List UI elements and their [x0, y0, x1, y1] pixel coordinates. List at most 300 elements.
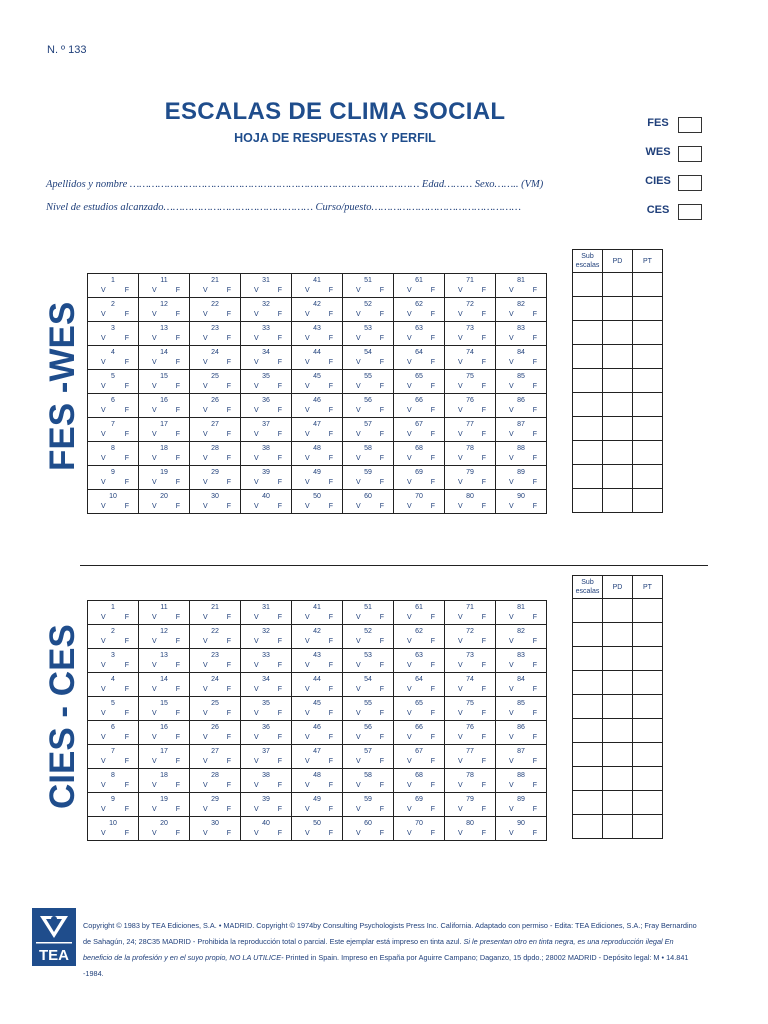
true-option[interactable]: V	[101, 806, 106, 813]
true-option[interactable]: V	[254, 503, 259, 510]
false-option[interactable]: F	[226, 686, 231, 693]
true-option[interactable]: V	[152, 335, 157, 342]
true-option[interactable]: V	[509, 806, 514, 813]
true-option[interactable]: V	[203, 311, 208, 318]
pt-cell[interactable]	[633, 393, 663, 417]
false-option[interactable]: F	[175, 479, 180, 486]
false-option[interactable]: F	[175, 830, 180, 837]
true-option[interactable]: V	[407, 758, 412, 765]
false-option[interactable]: F	[532, 686, 537, 693]
true-option[interactable]: V	[254, 407, 259, 414]
true-option[interactable]: V	[152, 359, 157, 366]
true-option[interactable]: V	[203, 830, 208, 837]
true-option[interactable]: V	[356, 662, 361, 669]
false-option[interactable]: F	[379, 758, 384, 765]
false-option[interactable]: F	[430, 359, 435, 366]
false-option[interactable]: F	[481, 662, 486, 669]
pd-cell[interactable]	[603, 719, 633, 743]
true-option[interactable]: V	[509, 782, 514, 789]
pd-cell[interactable]	[603, 417, 633, 441]
false-option[interactable]: F	[226, 479, 231, 486]
true-option[interactable]: V	[101, 335, 106, 342]
pt-cell[interactable]	[633, 815, 663, 839]
true-option[interactable]: V	[254, 287, 259, 294]
false-option[interactable]: F	[175, 503, 180, 510]
true-option[interactable]: V	[356, 359, 361, 366]
true-option[interactable]: V	[203, 734, 208, 741]
pt-cell[interactable]	[633, 623, 663, 647]
false-option[interactable]: F	[430, 686, 435, 693]
true-option[interactable]: V	[305, 431, 310, 438]
name-age-sex-field[interactable]: Apellidos y nombre ………………………………………………………………………………… Edad……… Sexo…….. (VM)	[46, 179, 544, 190]
false-option[interactable]: F	[430, 614, 435, 621]
pd-cell[interactable]	[603, 671, 633, 695]
subscale-cell[interactable]	[573, 417, 603, 441]
false-option[interactable]: F	[328, 782, 333, 789]
false-option[interactable]: F	[430, 830, 435, 837]
false-option[interactable]: F	[277, 455, 282, 462]
true-option[interactable]: V	[152, 734, 157, 741]
false-option[interactable]: F	[277, 806, 282, 813]
true-option[interactable]: V	[356, 407, 361, 414]
true-option[interactable]: V	[203, 407, 208, 414]
true-option[interactable]: V	[254, 758, 259, 765]
false-option[interactable]: F	[481, 638, 486, 645]
false-option[interactable]: F	[328, 830, 333, 837]
subscale-cell[interactable]	[573, 321, 603, 345]
false-option[interactable]: F	[379, 431, 384, 438]
false-option[interactable]: F	[379, 479, 384, 486]
false-option[interactable]: F	[175, 335, 180, 342]
pd-cell[interactable]	[603, 369, 633, 393]
true-option[interactable]: V	[254, 782, 259, 789]
pt-cell[interactable]	[633, 321, 663, 345]
true-option[interactable]: V	[101, 359, 106, 366]
false-option[interactable]: F	[532, 311, 537, 318]
true-option[interactable]: V	[101, 734, 106, 741]
true-option[interactable]: V	[458, 782, 463, 789]
true-option[interactable]: V	[305, 710, 310, 717]
true-option[interactable]: V	[305, 359, 310, 366]
true-option[interactable]: V	[254, 662, 259, 669]
true-option[interactable]: V	[407, 335, 412, 342]
false-option[interactable]: F	[124, 455, 129, 462]
true-option[interactable]: V	[356, 710, 361, 717]
pt-cell[interactable]	[633, 417, 663, 441]
true-option[interactable]: V	[305, 455, 310, 462]
false-option[interactable]: F	[532, 479, 537, 486]
false-option[interactable]: F	[277, 287, 282, 294]
true-option[interactable]: V	[509, 287, 514, 294]
true-option[interactable]: V	[254, 614, 259, 621]
true-option[interactable]: V	[101, 638, 106, 645]
true-option[interactable]: V	[152, 479, 157, 486]
true-option[interactable]: V	[101, 455, 106, 462]
true-option[interactable]: V	[509, 407, 514, 414]
true-option[interactable]: V	[458, 686, 463, 693]
false-option[interactable]: F	[277, 638, 282, 645]
false-option[interactable]: F	[277, 686, 282, 693]
true-option[interactable]: V	[407, 710, 412, 717]
false-option[interactable]: F	[481, 806, 486, 813]
true-option[interactable]: V	[152, 686, 157, 693]
true-option[interactable]: V	[356, 734, 361, 741]
false-option[interactable]: F	[532, 503, 537, 510]
true-option[interactable]: V	[509, 383, 514, 390]
false-option[interactable]: F	[328, 359, 333, 366]
true-option[interactable]: V	[509, 455, 514, 462]
true-option[interactable]: V	[152, 407, 157, 414]
false-option[interactable]: F	[532, 806, 537, 813]
subscale-cell[interactable]	[573, 599, 603, 623]
true-option[interactable]: V	[152, 662, 157, 669]
true-option[interactable]: V	[407, 479, 412, 486]
true-option[interactable]: V	[254, 806, 259, 813]
false-option[interactable]: F	[175, 734, 180, 741]
false-option[interactable]: F	[277, 311, 282, 318]
false-option[interactable]: F	[379, 335, 384, 342]
false-option[interactable]: F	[175, 455, 180, 462]
false-option[interactable]: F	[226, 830, 231, 837]
false-option[interactable]: F	[481, 734, 486, 741]
true-option[interactable]: V	[101, 662, 106, 669]
false-option[interactable]: F	[328, 311, 333, 318]
false-option[interactable]: F	[379, 407, 384, 414]
false-option[interactable]: F	[124, 407, 129, 414]
true-option[interactable]: V	[305, 830, 310, 837]
true-option[interactable]: V	[152, 758, 157, 765]
true-option[interactable]: V	[458, 806, 463, 813]
true-option[interactable]: V	[305, 686, 310, 693]
false-option[interactable]: F	[124, 662, 129, 669]
false-option[interactable]: F	[328, 383, 333, 390]
true-option[interactable]: V	[305, 479, 310, 486]
false-option[interactable]: F	[328, 614, 333, 621]
false-option[interactable]: F	[277, 710, 282, 717]
true-option[interactable]: V	[305, 662, 310, 669]
pd-cell[interactable]	[603, 465, 633, 489]
false-option[interactable]: F	[430, 335, 435, 342]
false-option[interactable]: F	[124, 383, 129, 390]
false-option[interactable]: F	[124, 782, 129, 789]
true-option[interactable]: V	[305, 638, 310, 645]
true-option[interactable]: V	[203, 287, 208, 294]
false-option[interactable]: F	[532, 431, 537, 438]
true-option[interactable]: V	[356, 287, 361, 294]
false-option[interactable]: F	[430, 503, 435, 510]
false-option[interactable]: F	[226, 614, 231, 621]
true-option[interactable]: V	[509, 710, 514, 717]
false-option[interactable]: F	[175, 710, 180, 717]
true-option[interactable]: V	[407, 431, 412, 438]
true-option[interactable]: V	[356, 758, 361, 765]
true-option[interactable]: V	[203, 383, 208, 390]
pt-cell[interactable]	[633, 441, 663, 465]
true-option[interactable]: V	[203, 806, 208, 813]
true-option[interactable]: V	[407, 455, 412, 462]
false-option[interactable]: F	[481, 830, 486, 837]
true-option[interactable]: V	[407, 383, 412, 390]
true-option[interactable]: V	[254, 455, 259, 462]
false-option[interactable]: F	[430, 431, 435, 438]
subscale-cell[interactable]	[573, 465, 603, 489]
false-option[interactable]: F	[328, 662, 333, 669]
true-option[interactable]: V	[203, 614, 208, 621]
false-option[interactable]: F	[175, 758, 180, 765]
pt-cell[interactable]	[633, 297, 663, 321]
true-option[interactable]: V	[356, 383, 361, 390]
true-option[interactable]: V	[407, 614, 412, 621]
pd-cell[interactable]	[603, 647, 633, 671]
true-option[interactable]: V	[509, 686, 514, 693]
false-option[interactable]: F	[328, 407, 333, 414]
true-option[interactable]: V	[254, 830, 259, 837]
studies-course-field[interactable]: Nivel de estudios alcanzado………………………………………… Curso/puesto…………………………………………	[46, 202, 521, 213]
false-option[interactable]: F	[175, 383, 180, 390]
true-option[interactable]: V	[356, 638, 361, 645]
true-option[interactable]: V	[305, 335, 310, 342]
true-option[interactable]: V	[458, 662, 463, 669]
false-option[interactable]: F	[277, 335, 282, 342]
true-option[interactable]: V	[305, 311, 310, 318]
true-option[interactable]: V	[254, 638, 259, 645]
false-option[interactable]: F	[430, 383, 435, 390]
true-option[interactable]: V	[101, 311, 106, 318]
false-option[interactable]: F	[277, 758, 282, 765]
true-option[interactable]: V	[407, 782, 412, 789]
true-option[interactable]: V	[203, 638, 208, 645]
true-option[interactable]: V	[407, 686, 412, 693]
false-option[interactable]: F	[379, 734, 384, 741]
false-option[interactable]: F	[379, 662, 384, 669]
true-option[interactable]: V	[305, 383, 310, 390]
true-option[interactable]: V	[356, 686, 361, 693]
false-option[interactable]: F	[226, 503, 231, 510]
false-option[interactable]: F	[277, 359, 282, 366]
true-option[interactable]: V	[101, 479, 106, 486]
false-option[interactable]: F	[328, 686, 333, 693]
scale-checkbox-ces[interactable]	[678, 204, 702, 220]
true-option[interactable]: V	[458, 479, 463, 486]
false-option[interactable]: F	[481, 503, 486, 510]
true-option[interactable]: V	[458, 614, 463, 621]
false-option[interactable]: F	[379, 614, 384, 621]
true-option[interactable]: V	[407, 311, 412, 318]
false-option[interactable]: F	[175, 638, 180, 645]
false-option[interactable]: F	[379, 830, 384, 837]
false-option[interactable]: F	[430, 710, 435, 717]
true-option[interactable]: V	[356, 782, 361, 789]
false-option[interactable]: F	[430, 782, 435, 789]
true-option[interactable]: V	[152, 383, 157, 390]
true-option[interactable]: V	[101, 710, 106, 717]
false-option[interactable]: F	[124, 710, 129, 717]
pd-cell[interactable]	[603, 273, 633, 297]
false-option[interactable]: F	[175, 806, 180, 813]
false-option[interactable]: F	[532, 710, 537, 717]
false-option[interactable]: F	[328, 806, 333, 813]
scale-checkbox-cies[interactable]	[678, 175, 702, 191]
false-option[interactable]: F	[481, 407, 486, 414]
false-option[interactable]: F	[532, 407, 537, 414]
false-option[interactable]: F	[328, 758, 333, 765]
false-option[interactable]: F	[379, 782, 384, 789]
true-option[interactable]: V	[407, 407, 412, 414]
subscale-cell[interactable]	[573, 767, 603, 791]
true-option[interactable]: V	[254, 710, 259, 717]
true-option[interactable]: V	[152, 455, 157, 462]
true-option[interactable]: V	[101, 431, 106, 438]
true-option[interactable]: V	[407, 734, 412, 741]
false-option[interactable]: F	[277, 614, 282, 621]
true-option[interactable]: V	[509, 758, 514, 765]
false-option[interactable]: F	[175, 662, 180, 669]
false-option[interactable]: F	[328, 503, 333, 510]
false-option[interactable]: F	[277, 830, 282, 837]
false-option[interactable]: F	[328, 479, 333, 486]
pt-cell[interactable]	[633, 369, 663, 393]
pt-cell[interactable]	[633, 671, 663, 695]
true-option[interactable]: V	[356, 830, 361, 837]
false-option[interactable]: F	[481, 782, 486, 789]
false-option[interactable]: F	[226, 335, 231, 342]
subscale-cell[interactable]	[573, 345, 603, 369]
false-option[interactable]: F	[379, 359, 384, 366]
true-option[interactable]: V	[407, 359, 412, 366]
true-option[interactable]: V	[101, 614, 106, 621]
false-option[interactable]: F	[124, 686, 129, 693]
false-option[interactable]: F	[277, 431, 282, 438]
pt-cell[interactable]	[633, 465, 663, 489]
true-option[interactable]: V	[305, 758, 310, 765]
true-option[interactable]: V	[305, 806, 310, 813]
true-option[interactable]: V	[101, 287, 106, 294]
true-option[interactable]: V	[101, 383, 106, 390]
true-option[interactable]: V	[203, 335, 208, 342]
false-option[interactable]: F	[481, 710, 486, 717]
true-option[interactable]: V	[458, 383, 463, 390]
true-option[interactable]: V	[458, 287, 463, 294]
true-option[interactable]: V	[407, 503, 412, 510]
false-option[interactable]: F	[124, 359, 129, 366]
true-option[interactable]: V	[254, 311, 259, 318]
scale-checkbox-fes[interactable]	[678, 117, 702, 133]
true-option[interactable]: V	[509, 830, 514, 837]
subscale-cell[interactable]	[573, 815, 603, 839]
true-option[interactable]: V	[509, 638, 514, 645]
false-option[interactable]: F	[226, 782, 231, 789]
true-option[interactable]: V	[458, 407, 463, 414]
true-option[interactable]: V	[458, 335, 463, 342]
true-option[interactable]: V	[203, 686, 208, 693]
false-option[interactable]: F	[277, 503, 282, 510]
false-option[interactable]: F	[175, 686, 180, 693]
false-option[interactable]: F	[481, 686, 486, 693]
false-option[interactable]: F	[379, 806, 384, 813]
true-option[interactable]: V	[509, 311, 514, 318]
true-option[interactable]: V	[509, 359, 514, 366]
false-option[interactable]: F	[226, 407, 231, 414]
false-option[interactable]: F	[328, 710, 333, 717]
pd-cell[interactable]	[603, 321, 633, 345]
pt-cell[interactable]	[633, 273, 663, 297]
pd-cell[interactable]	[603, 695, 633, 719]
false-option[interactable]: F	[124, 311, 129, 318]
false-option[interactable]: F	[532, 383, 537, 390]
true-option[interactable]: V	[152, 431, 157, 438]
true-option[interactable]: V	[305, 734, 310, 741]
true-option[interactable]: V	[152, 806, 157, 813]
true-option[interactable]: V	[458, 734, 463, 741]
true-option[interactable]: V	[407, 287, 412, 294]
false-option[interactable]: F	[277, 734, 282, 741]
pt-cell[interactable]	[633, 767, 663, 791]
pd-cell[interactable]	[603, 815, 633, 839]
false-option[interactable]: F	[532, 782, 537, 789]
true-option[interactable]: V	[458, 455, 463, 462]
true-option[interactable]: V	[203, 758, 208, 765]
true-option[interactable]: V	[203, 455, 208, 462]
false-option[interactable]: F	[430, 455, 435, 462]
pd-cell[interactable]	[603, 489, 633, 513]
false-option[interactable]: F	[430, 407, 435, 414]
false-option[interactable]: F	[481, 479, 486, 486]
false-option[interactable]: F	[532, 758, 537, 765]
true-option[interactable]: V	[407, 830, 412, 837]
false-option[interactable]: F	[328, 431, 333, 438]
false-option[interactable]: F	[481, 335, 486, 342]
false-option[interactable]: F	[430, 479, 435, 486]
true-option[interactable]: V	[254, 359, 259, 366]
false-option[interactable]: F	[124, 614, 129, 621]
false-option[interactable]: F	[481, 455, 486, 462]
false-option[interactable]: F	[532, 830, 537, 837]
true-option[interactable]: V	[407, 662, 412, 669]
false-option[interactable]: F	[175, 359, 180, 366]
true-option[interactable]: V	[101, 782, 106, 789]
true-option[interactable]: V	[203, 503, 208, 510]
pt-cell[interactable]	[633, 743, 663, 767]
false-option[interactable]: F	[226, 383, 231, 390]
pd-cell[interactable]	[603, 623, 633, 647]
true-option[interactable]: V	[152, 614, 157, 621]
false-option[interactable]: F	[532, 287, 537, 294]
pd-cell[interactable]	[603, 441, 633, 465]
false-option[interactable]: F	[481, 287, 486, 294]
pd-cell[interactable]	[603, 599, 633, 623]
false-option[interactable]: F	[379, 311, 384, 318]
false-option[interactable]: F	[532, 734, 537, 741]
false-option[interactable]: F	[532, 638, 537, 645]
pt-cell[interactable]	[633, 599, 663, 623]
subscale-cell[interactable]	[573, 647, 603, 671]
true-option[interactable]: V	[458, 359, 463, 366]
false-option[interactable]: F	[277, 383, 282, 390]
false-option[interactable]: F	[175, 287, 180, 294]
false-option[interactable]: F	[379, 503, 384, 510]
false-option[interactable]: F	[328, 638, 333, 645]
true-option[interactable]: V	[254, 479, 259, 486]
false-option[interactable]: F	[124, 758, 129, 765]
subscale-cell[interactable]	[573, 489, 603, 513]
true-option[interactable]: V	[509, 431, 514, 438]
true-option[interactable]: V	[152, 830, 157, 837]
false-option[interactable]: F	[532, 335, 537, 342]
false-option[interactable]: F	[481, 359, 486, 366]
false-option[interactable]: F	[379, 287, 384, 294]
false-option[interactable]: F	[277, 662, 282, 669]
subscale-cell[interactable]	[573, 791, 603, 815]
